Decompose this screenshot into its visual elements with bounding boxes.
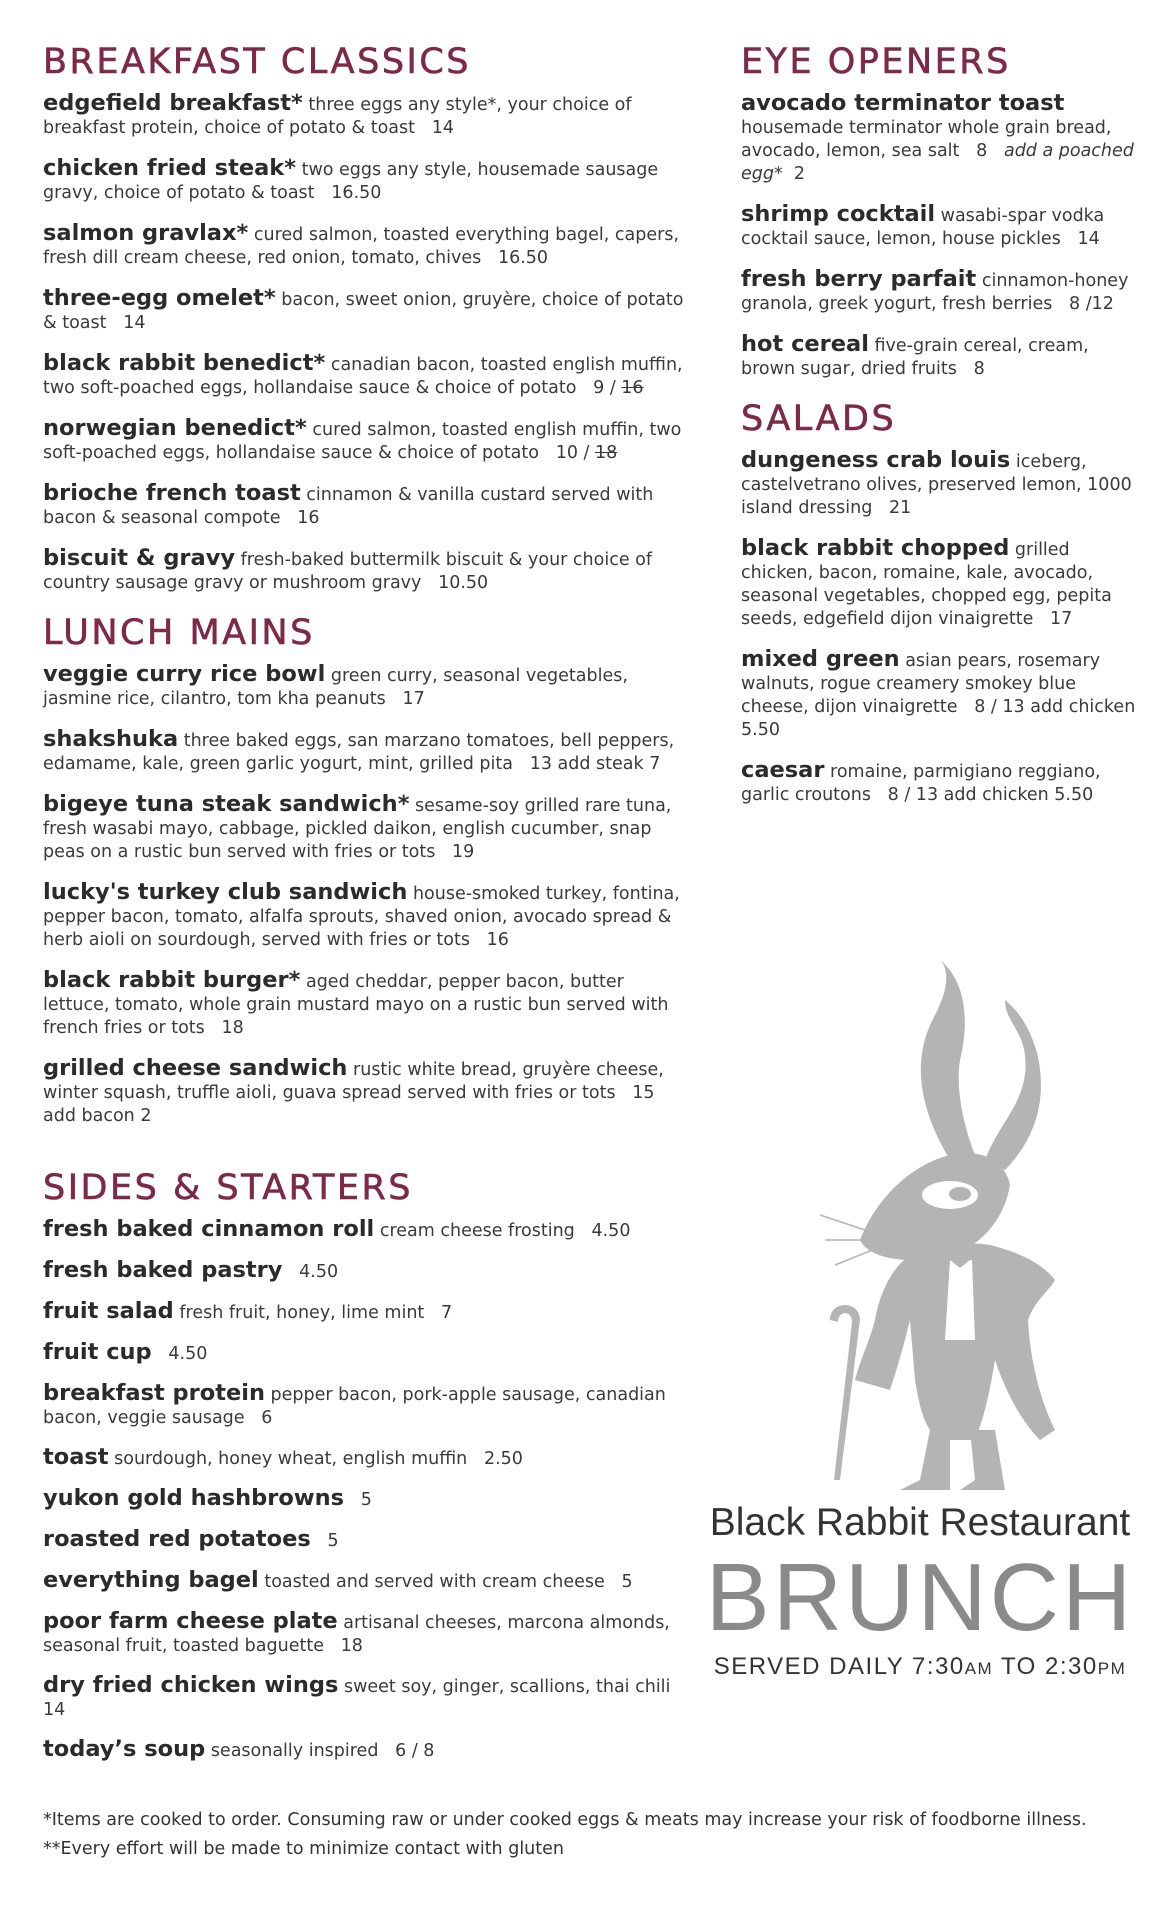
- item-name: caesar: [741, 757, 825, 783]
- left-column: [43, 42, 693, 1779]
- item-price: 8 / 13 add chicken 5.50: [887, 785, 1094, 805]
- served-pm: PM: [1097, 1659, 1127, 1678]
- eye-openers-title: EYE OPENERS: [741, 42, 1011, 82]
- item-description: aged cheddar, pepper bacon, butter lettuce, tomato, whole grain mustard mayo on a rustic bun served with french fries or tots: [43, 972, 669, 1038]
- item-name: hot cereal: [741, 331, 869, 357]
- item-price: 18: [221, 1018, 244, 1038]
- item-name: yukon gold hashbrowns: [43, 1485, 345, 1511]
- salads-title: SALADS: [741, 399, 897, 439]
- menu-item: [43, 1300, 693, 1325]
- item-name: dry fried chicken wings: [43, 1672, 339, 1698]
- item-price: 14: [123, 313, 146, 333]
- item-description: cinnamon & vanilla custard served with bacon & seasonal compote: [43, 485, 654, 528]
- item-price: 17: [402, 689, 425, 709]
- item-name: shakshuka: [43, 726, 179, 752]
- breakfast-section: [43, 42, 693, 595]
- item-price: 16: [486, 930, 509, 950]
- menu-item: [43, 1382, 693, 1430]
- item-price: 14: [43, 1700, 66, 1720]
- item-price: 16: [297, 508, 320, 528]
- item-description: fresh-baked buttermilk biscuit & your choice of country sausage gravy or mushroom gravy: [43, 550, 653, 593]
- item-description: house-smoked turkey, fontina, pepper bacon, tomato, alfalfa sprouts, shaved onion, avocado spread & herb aioli on sourdough, served with fries or tots: [43, 884, 680, 950]
- lunch-items: [43, 663, 693, 1128]
- item-name: fresh berry parfait: [741, 266, 977, 292]
- item-description: wasabi-spar vodka cocktail sauce, lemon, house pickles: [741, 206, 1105, 249]
- menu-item: [741, 268, 1141, 316]
- item-description: iceberg, castelvetrano olives, preserved lemon, 1000 island dressing: [741, 452, 1132, 518]
- item-description: sweet soy, ginger, scallions, thai chili: [343, 1677, 671, 1697]
- item-name: breakfast protein: [43, 1380, 265, 1406]
- item-price: 8: [976, 141, 988, 161]
- footnote-gluten: **Every effort will be made to minimize contact with gluten: [43, 1839, 564, 1859]
- item-description: housemade terminator whole grain bread, avocado, lemon, sea salt: [741, 118, 1112, 161]
- item-name: toast: [43, 1444, 109, 1470]
- lunch-section: [43, 613, 693, 1128]
- item-description: fresh fruit, honey, lime mint: [179, 1303, 425, 1323]
- item-description: sourdough, honey wheat, english muffin: [114, 1449, 468, 1469]
- item-price: 8 / 13 add chicken 5.50: [741, 697, 1136, 740]
- item-addon: add a poached egg*: [741, 141, 1134, 184]
- item-price: 16.50: [497, 248, 549, 268]
- menu-item: [43, 793, 693, 864]
- item-price: 6: [261, 1408, 273, 1428]
- menu-item: [43, 1569, 693, 1594]
- item-price: 19: [452, 842, 475, 862]
- item-description: cinnamon-honey granola, greek yogurt, fresh berries: [741, 271, 1129, 314]
- item-price: 6 / 8: [395, 1741, 435, 1761]
- item-name: veggie curry rice bowl: [43, 661, 326, 687]
- menu-item: [43, 482, 693, 530]
- menu-item: [43, 157, 693, 205]
- item-description: rustic white bread, gruyère cheese, winter squash, truffle aioli, guava spread served with fries or tots: [43, 1060, 664, 1103]
- item-description: artisanal cheeses, marcona almonds, seasonal fruit, toasted baguette: [43, 1613, 670, 1656]
- item-name: salmon gravlax*: [43, 220, 249, 246]
- item-description: grilled chicken, bacon, romaine, kale, avocado, seasonal vegetables, chopped egg, pepita seeds, edgefield dijon vinaigrette: [741, 540, 1112, 629]
- item-description: canadian bacon, toasted english muffin, two soft-poached eggs, hollandaise sauce & choice of potato: [43, 355, 683, 398]
- item-description: cured salmon, toasted english muffin, two soft-poached eggs, hollandaise sauce & choice of potato: [43, 420, 682, 463]
- item-price: 18: [340, 1636, 363, 1656]
- item-price: 4.50: [591, 1221, 631, 1241]
- menu-item: [43, 969, 693, 1040]
- item-price: 9 /: [593, 378, 616, 398]
- menu-item: [43, 352, 693, 400]
- item-name: lucky's turkey club sandwich: [43, 879, 408, 905]
- item-name: today’s soup: [43, 1736, 206, 1762]
- item-name: black rabbit burger*: [43, 967, 301, 993]
- item-price: 13 add steak 7: [529, 754, 661, 774]
- item-name: fruit cup: [43, 1339, 152, 1365]
- item-description: green curry, seasonal vegetables, jasmine rice, cilantro, tom kha peanuts: [43, 666, 628, 709]
- item-name: black rabbit chopped: [741, 535, 1010, 561]
- menu-item: [741, 449, 1141, 520]
- breakfast-items: [43, 92, 693, 595]
- menu-item: [43, 287, 693, 335]
- footnotes: [43, 1806, 1143, 1864]
- restaurant-name: Black Rabbit Restaurant: [709, 1501, 1131, 1544]
- item-name: dungeness crab louis: [741, 447, 1011, 473]
- sides-items: [43, 1218, 693, 1763]
- menu-item: [741, 92, 1141, 186]
- item-price: 8: [973, 359, 985, 379]
- item-old-price: 18: [595, 443, 618, 463]
- salads-section: [741, 399, 1141, 807]
- item-name: everything bagel: [43, 1567, 259, 1593]
- menu-item: [43, 1610, 693, 1658]
- menu-item: [43, 1259, 693, 1284]
- item-description: romaine, parmigiano reggiano, garlic croutons: [741, 762, 1101, 805]
- item-price: 16.50: [331, 183, 382, 203]
- item-price: 14: [1077, 229, 1100, 249]
- item-name: biscuit & gravy: [43, 545, 236, 571]
- item-price: 4.50: [299, 1262, 339, 1282]
- menu-item: [43, 728, 693, 776]
- item-description: two eggs any style, housemade sausage gravy, choice of potato & toast: [43, 160, 659, 203]
- eye-openers-items: [741, 92, 1141, 381]
- menu-item: [43, 1218, 693, 1243]
- item-price: 5: [621, 1572, 633, 1592]
- item-description: pepper bacon, pork-apple sausage, canadian bacon, veggie sausage: [43, 1385, 666, 1428]
- sides-title: SIDES & STARTERS: [43, 1168, 413, 1208]
- menu-item: [741, 203, 1141, 251]
- item-price: 10.50: [438, 573, 489, 593]
- item-price: 17: [1050, 609, 1073, 629]
- item-description: seasonally inspired: [210, 1741, 379, 1761]
- item-name: avocado terminator toast: [741, 90, 1065, 116]
- item-name: three-egg omelet*: [43, 285, 276, 311]
- item-name: roasted red potatoes: [43, 1526, 311, 1552]
- item-name: chicken fried steak*: [43, 155, 296, 181]
- item-price: 5: [360, 1490, 372, 1510]
- menu-item: [741, 759, 1141, 807]
- menu-item: [43, 417, 693, 465]
- sides-section: [43, 1168, 693, 1763]
- rabbit-gentleman-icon: [800, 960, 1110, 1500]
- item-name: fresh baked pastry: [43, 1257, 283, 1283]
- menu-item: [43, 547, 693, 595]
- item-price: 4.50: [168, 1344, 208, 1364]
- item-price: 10 /: [555, 443, 590, 463]
- item-description: cream cheese frosting: [379, 1221, 575, 1241]
- item-description: five-grain cereal, cream, brown sugar, dried fruits: [741, 336, 1089, 379]
- right-column: [741, 42, 1141, 824]
- item-name: mixed green: [741, 646, 900, 672]
- item-price: 2.50: [483, 1449, 523, 1469]
- eye-openers-section: [741, 42, 1141, 381]
- menu-item: [43, 1341, 693, 1366]
- serving-hours: [700, 1652, 1140, 1684]
- item-price: 8 /12: [1069, 294, 1114, 314]
- menu-item: [741, 648, 1141, 742]
- item-name: black rabbit benedict*: [43, 350, 326, 376]
- item-price: 7: [440, 1303, 453, 1323]
- item-price: 15 add bacon 2: [43, 1083, 655, 1126]
- served-to: TO 2:30: [993, 1653, 1098, 1680]
- item-name: fresh baked cinnamon roll: [43, 1216, 375, 1242]
- item-description: cured salmon, toasted everything bagel, capers, fresh dill cream cheese, red onion, tomato, chives: [43, 225, 680, 268]
- menu-item: [43, 663, 693, 711]
- item-description: sesame-soy grilled rare tuna, fresh wasabi mayo, cabbage, pickled daikon, english cucumber, snap peas on a rustic bun served with fries or tots: [43, 796, 672, 862]
- menu-item: [43, 881, 693, 952]
- item-price: 21: [889, 498, 912, 518]
- menu-item: [43, 1528, 693, 1553]
- menu-item: [741, 333, 1141, 381]
- brunch-title: BRUNCH: [705, 1544, 1135, 1651]
- item-addon-price: 2: [793, 164, 806, 184]
- menu-item: [43, 1057, 693, 1128]
- item-description: toasted and served with cream cheese: [264, 1572, 605, 1592]
- item-name: brioche french toast: [43, 480, 301, 506]
- item-description: bacon, sweet onion, gruyère, choice of potato & toast: [43, 290, 684, 333]
- item-name: bigeye tuna steak sandwich*: [43, 791, 410, 817]
- item-price: 5: [327, 1531, 339, 1551]
- item-name: norwegian benedict*: [43, 415, 307, 441]
- item-description: three baked eggs, san marzano tomatoes, bell peppers, edamame, kale, green garlic yogurt, mint, grilled pita: [43, 731, 675, 774]
- item-name: shrimp cocktail: [741, 201, 936, 227]
- menu-item: [43, 92, 693, 140]
- item-name: fruit salad: [43, 1298, 174, 1324]
- lunch-title: LUNCH MAINS: [43, 613, 315, 653]
- footnote-raw-eggs: *Items are cooked to order. Consuming raw or under cooked eggs & meats may increase your risk of foodborne illness.: [43, 1810, 1087, 1830]
- menu-item: [741, 537, 1141, 631]
- menu-item: [43, 1446, 693, 1471]
- item-name: poor farm cheese plate: [43, 1608, 338, 1634]
- salads-items: [741, 449, 1141, 807]
- menu-item: [43, 222, 693, 270]
- item-price: 14: [431, 118, 454, 138]
- menu-item: [43, 1674, 693, 1722]
- item-description: asian pears, rosemary walnuts, rogue creamery smokey blue cheese, dijon vinaigrette: [741, 651, 1101, 717]
- served-am: AM: [964, 1659, 994, 1678]
- menu-item: [43, 1487, 693, 1512]
- menu-item: [43, 1738, 693, 1763]
- item-name: edgefield breakfast*: [43, 90, 303, 116]
- breakfast-title: BREAKFAST CLASSICS: [43, 42, 472, 82]
- item-description: three eggs any style*, your choice of breakfast protein, choice of potato & toast: [43, 95, 632, 138]
- item-name: grilled cheese sandwich: [43, 1055, 348, 1081]
- item-old-price: 16: [621, 378, 644, 398]
- brand-block: [700, 1500, 1140, 1684]
- served-prefix: SERVED DAILY 7:30: [713, 1653, 965, 1680]
